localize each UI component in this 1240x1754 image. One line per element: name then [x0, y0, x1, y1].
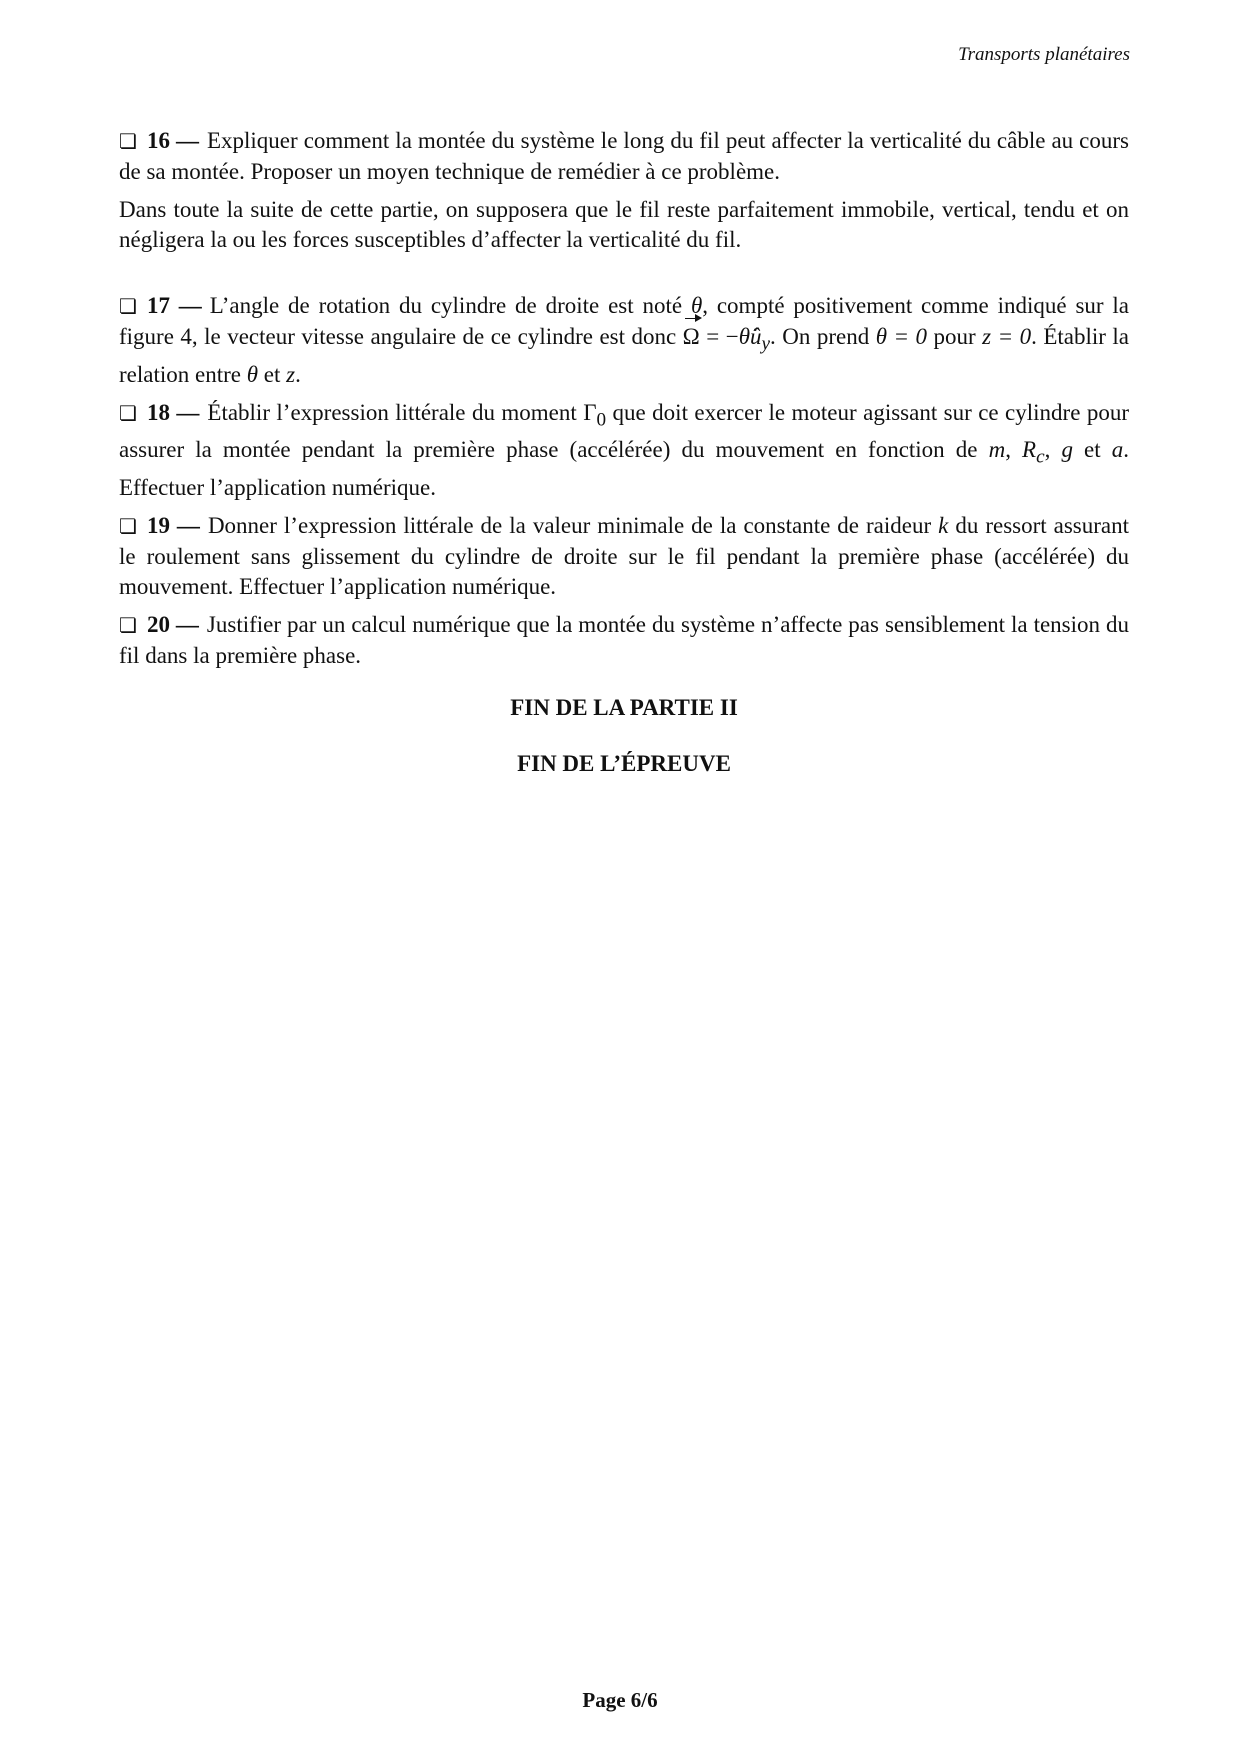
question-number-20: ❏ 20 — [119, 612, 199, 637]
question-19: ❏ 19 — Donner l’expression littérale de la valeur minimale de la constante de raideur k du ressort assurant le roulement sans glissement du cylindre de droite sur le fil pendant la première phase (accélérée) du mouvement. Effectuer l’application numérique. [119, 512, 1130, 599]
math-c-sub: c [1036, 446, 1045, 468]
question-20-text: Justifier par un calcul numérique que la montée du système n’affecte pas sensiblement la tension du fil dans la première phase. [119, 611, 1130, 668]
math-gamma-sub: 0 [596, 409, 607, 431]
document-body [119, 126, 1129, 779]
question-16-text: Expliquer comment la montée du système le long du fil peut affecter la verticalité du câble au cours de sa montée. Proposer un moyen technique de remédier à ce problème. [119, 128, 1130, 184]
part-end-heading: FIN DE LA PARTIE II [510, 694, 738, 720]
math-theta-dot: θ̇ [738, 324, 750, 349]
question-number-18: ❏ 18 — [119, 400, 199, 425]
math-theta-zero: θ = 0 [875, 324, 927, 349]
checkbox-marker-icon: ❏ [119, 296, 137, 318]
math-theta: θ [246, 361, 259, 387]
math-a: a [1111, 437, 1124, 463]
math-m: m [988, 437, 1006, 463]
question-number-17: ❏ 17 — [119, 293, 202, 318]
question-number-19: ❏ 19 — [119, 513, 200, 538]
question-number-16: ❏ 16 — [119, 128, 199, 153]
math-g: g [1061, 437, 1073, 463]
checkbox-marker-icon: ❏ [119, 131, 137, 153]
math-k: k [938, 512, 949, 538]
checkbox-marker-icon: ❏ [119, 402, 137, 425]
question-16 [119, 126, 1129, 187]
math-z-zero: z = 0 [982, 324, 1032, 349]
running-head: Transports planétaires [958, 44, 1130, 65]
exam-end-heading: FIN DE L’ÉPREUVE [517, 750, 731, 776]
math-omega-vector: Ω [683, 322, 700, 352]
math-theta: θ [690, 293, 703, 318]
question-17: ❏ 17 — L’angle de rotation du cylindre de droite est noté θ, compté positivement comme indiqué sur la figure 4, le vecteur vitesse angulaire de ce cylindre est donc $\Omega = -\thetȧû_y$. On prend θ = 0 pour z = 0. Établir la relation entre θ et z. [119, 293, 1129, 387]
math-gamma: Γ [583, 399, 597, 425]
intro-paragraph: Dans toute la suite de cette partie, on supposera que le fil reste parfaitement immobile, vertical, tendu et on négligera la ou les forces susceptibles d’affecter la verticalité du fil. [119, 197, 1129, 252]
math-z: z [286, 361, 296, 387]
checkbox-marker-icon: ❏ [119, 614, 137, 637]
checkbox-marker-icon: ❏ [119, 515, 137, 538]
math-y-sub: y [761, 333, 771, 355]
math-u-hat: û [750, 324, 762, 349]
question-20 [119, 610, 1129, 671]
page-number: Page 6/6 [582, 1688, 658, 1712]
question-18: ❏ 18 — Établir l’expression littérale du moment $\Gamma_0$ que doit exercer le moteur agissant sur ce cylindre pour assurer la montée pendant la première phase (accélérée) du mouvement en fonction de m, $R_c$, g et a. Effectuer l’application numérique. [119, 399, 1130, 500]
math-R: R [1022, 437, 1037, 463]
